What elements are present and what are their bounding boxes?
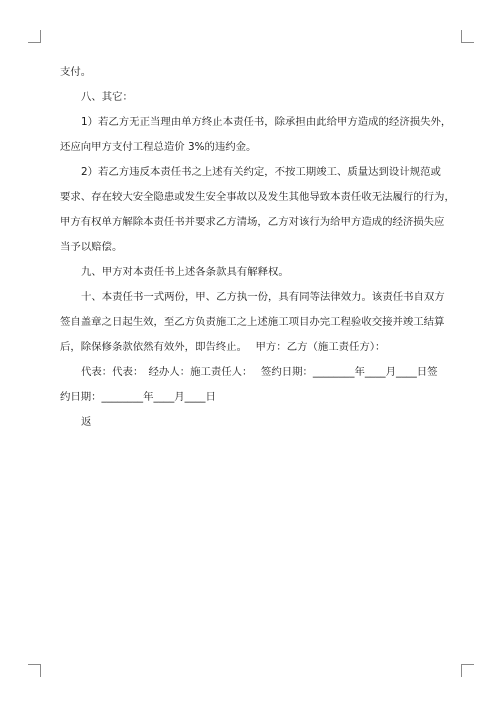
text-line: 还应向甲方支付工程总造价 3%的违约金。 xyxy=(60,141,257,153)
section-heading-9: 九、甲方对本责任书上述各条款具有解释权。 xyxy=(81,266,289,278)
text-line: 2）若乙方违反本责任书之上述有关约定，不按工期竣工、质量达到设计规范或 xyxy=(81,166,441,178)
crop-mark-top-right xyxy=(461,30,474,43)
signature-line: 代表：代表： 经办人：施工责任人： 签约日期：________年____月____日签 xyxy=(81,366,438,378)
text-line: 要求、存在较大安全隐患或发生安全事故以及发生其他导致本责任收无法履行的行为， xyxy=(60,191,455,203)
crop-mark-bottom-right xyxy=(461,664,474,677)
text-line: 后，除保修条款依然有效外，即告终止。 甲方：乙方（施工责任方）： xyxy=(60,341,386,353)
section-heading-8: 八、其它： xyxy=(81,91,133,103)
text-line: 返 xyxy=(81,416,92,428)
text-line: 甲方有权单方解除本责任书并要求乙方清场，乙方对该行为给甲方造成的经济损失应 xyxy=(60,216,445,228)
document-body xyxy=(60,64,455,431)
crop-mark-top-left xyxy=(28,30,41,43)
crop-mark-bottom-left xyxy=(28,664,41,677)
text-line: 1）若乙方无正当理由单方终止本责任书，除承担由此给甲方造成的经济损失外， xyxy=(81,116,452,128)
text-line: 支付。 xyxy=(60,66,92,78)
text-line: 当予以赔偿。 xyxy=(60,241,123,253)
signature-date-line: 约日期：________年____月____日 xyxy=(60,391,216,403)
text-line: 签自盖章之日起生效，至乙方负责施工之上述施工项目办完工程验收交接并竣工结算 xyxy=(60,316,445,328)
section-heading-10: 十、本责任书一式两份，甲、乙方执一份，具有同等法律效力。该责任书自双方 xyxy=(81,291,445,303)
